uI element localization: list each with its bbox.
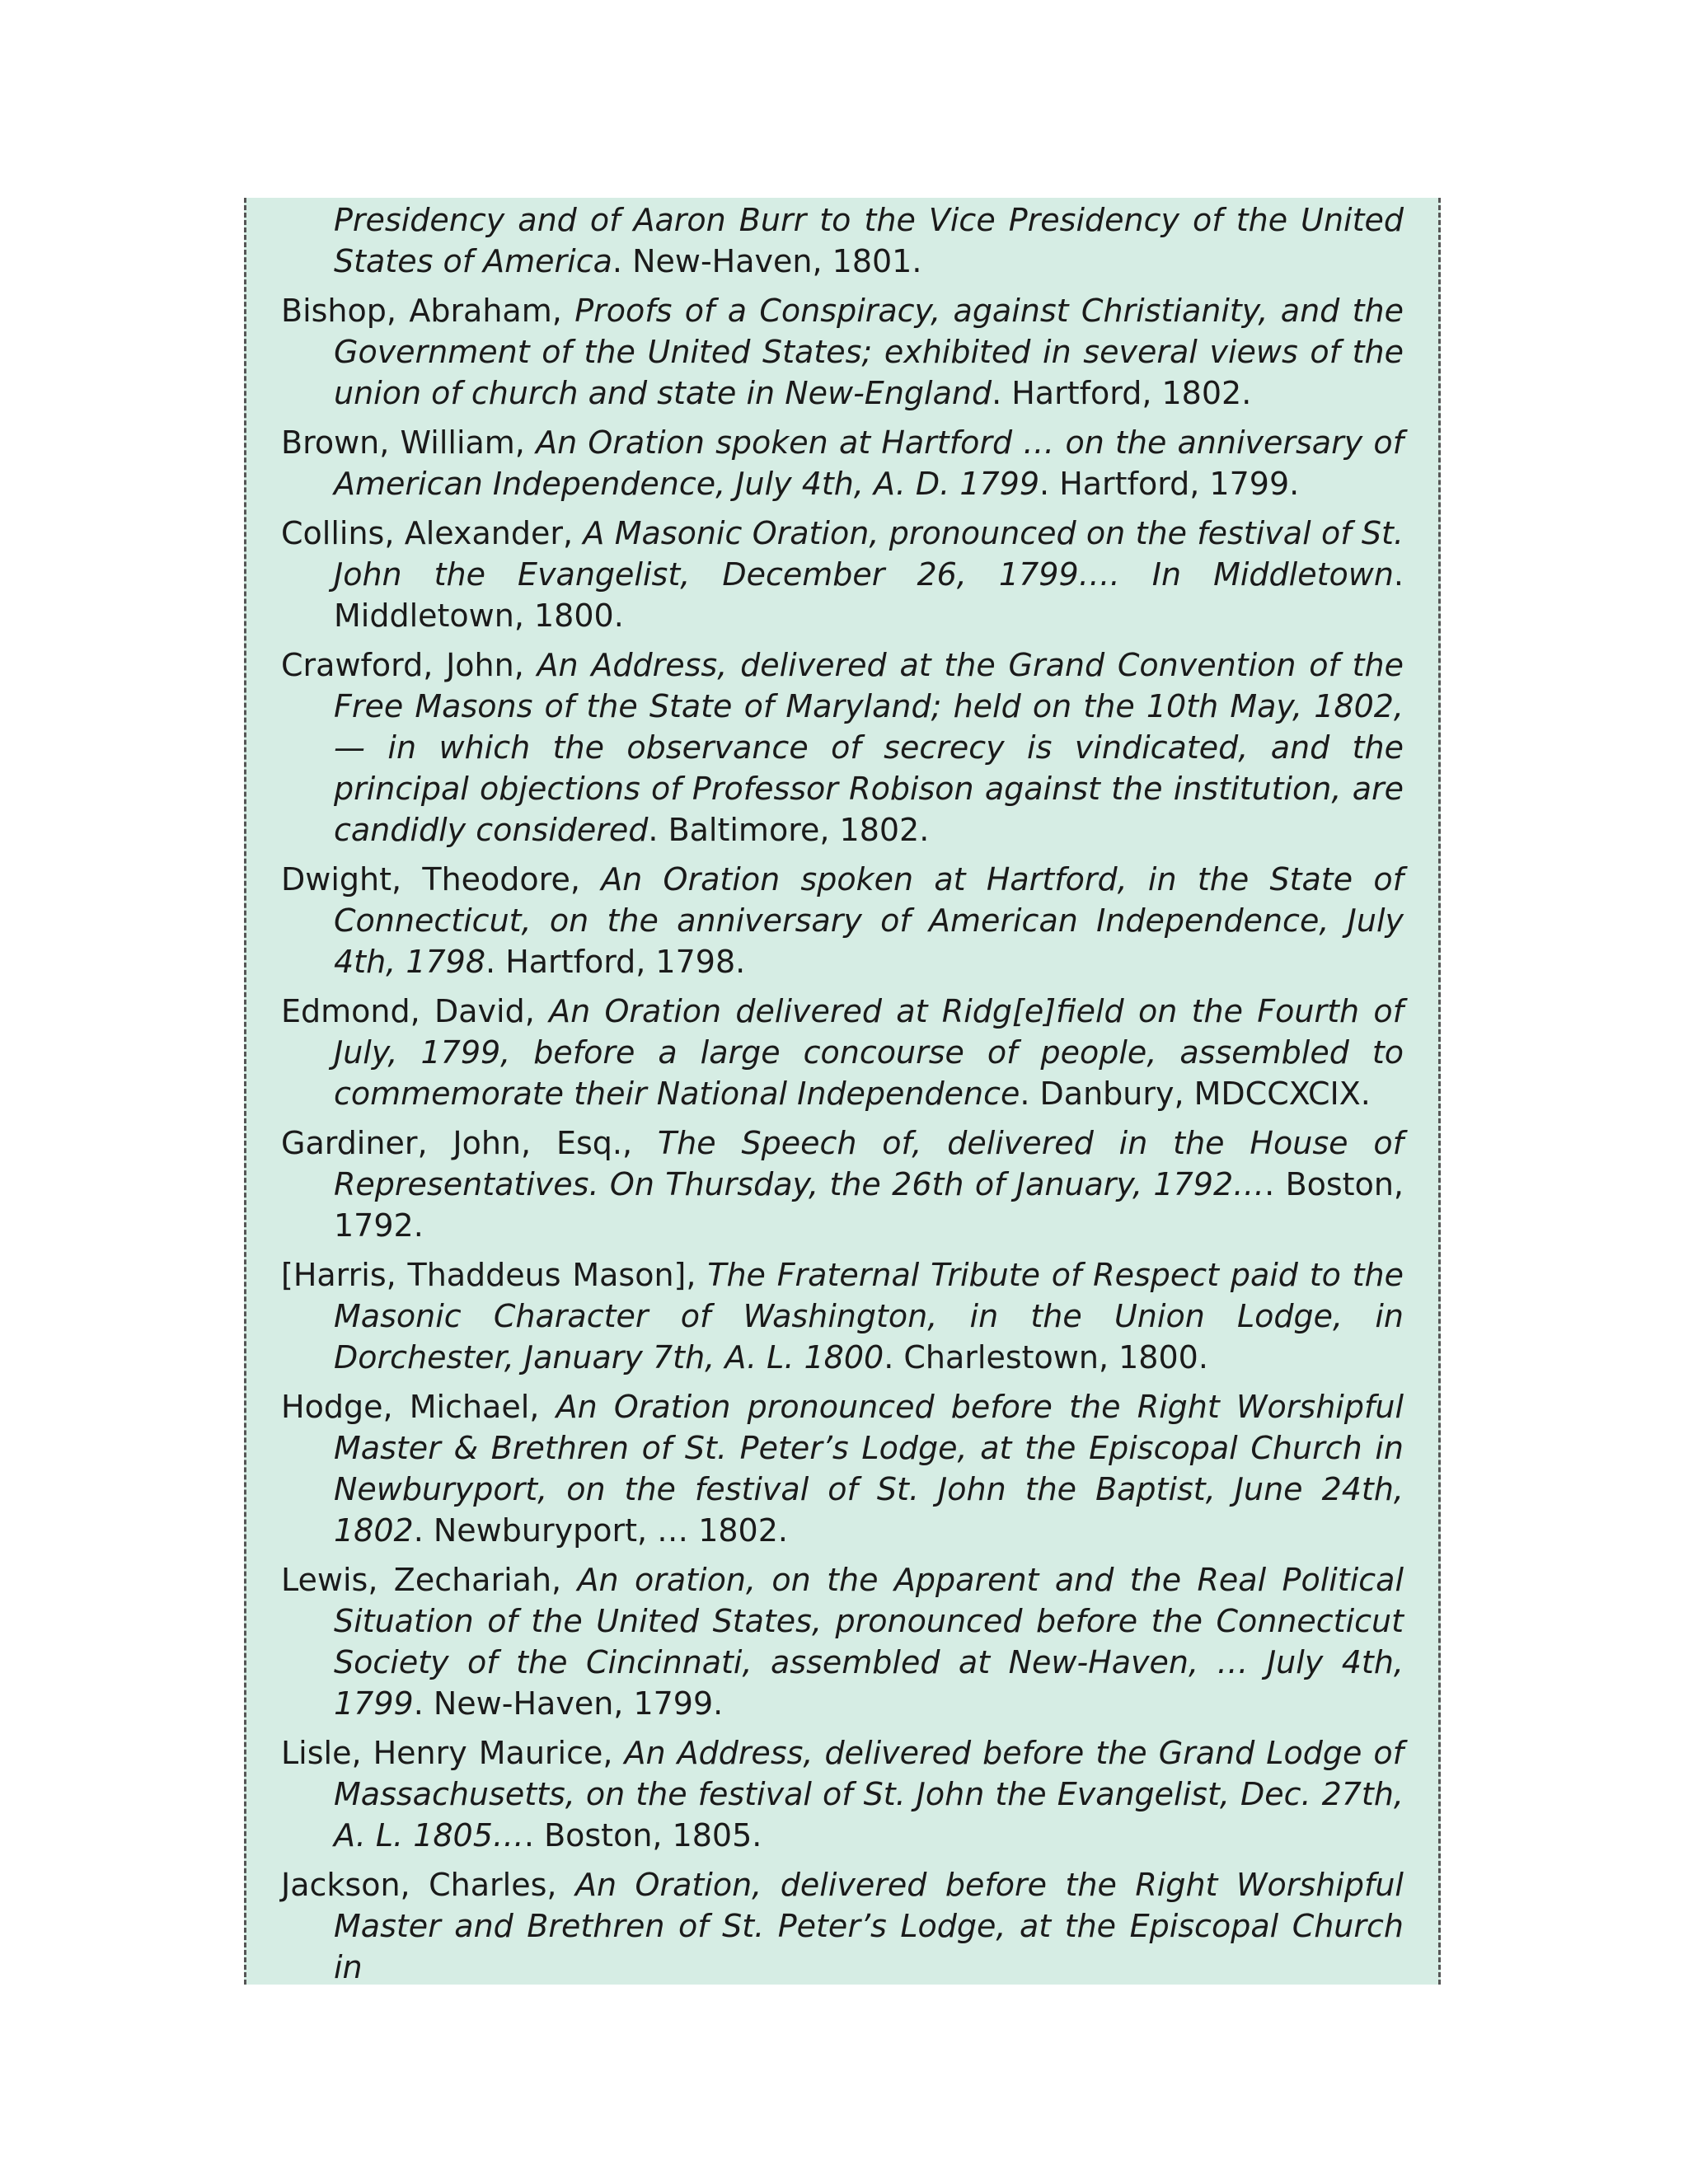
- entry-title: An Oration, delivered before the Right Worshipful Master and Brethren of St. Peter’s Lodge, at the Episcopal Church in: [334, 1867, 1404, 1985]
- entry-title: Proofs of a Conspiracy, against Christianity, and the Government of the United States; exhibited in several views of the union of church and state in New-England: [334, 293, 1404, 411]
- entry-title: An Oration pronounced before the Right Worshipful Master & Brethren of St. Peter’s Lodge, at the Episcopal Church in Newburyport, on the festival of St. John the Baptist, June 24th, 1802: [334, 1389, 1404, 1549]
- bibliography-panel: [244, 198, 1441, 1985]
- entry-author: Lisle, Henry Maurice,: [281, 1735, 625, 1771]
- entry-title: Presidency and of Aaron Burr to the Vice Presidency of the United States of America: [334, 202, 1404, 279]
- entry-author: Edmond, David,: [281, 993, 550, 1029]
- entry-author: Dwight, Theodore,: [281, 861, 602, 898]
- bibliography-entry: [281, 1386, 1404, 1551]
- entry-author: Lewis, Zechariah,: [281, 1562, 578, 1598]
- bibliography-entry: [281, 513, 1404, 636]
- entry-imprint: . Hartford, 1802.: [992, 375, 1252, 411]
- entry-title: An Oration spoken at Hartford … on the anniversary of American Independence, July 4th, A. D. 1799: [334, 424, 1404, 502]
- entry-imprint: . Boston, 1805.: [523, 1817, 762, 1854]
- bibliography-entry: [281, 859, 1404, 982]
- bibliography-entry: [281, 422, 1404, 504]
- entry-title: An Address, delivered before the Grand Lodge of Massachusetts, on the festival of St. John the Evangelist, Dec. 27th, A. L. 1805…: [334, 1735, 1404, 1854]
- entry-title: The Speech of, delivered in the House of Representatives. On Thursday, the 26th of January, 1792…: [334, 1125, 1404, 1202]
- bibliography-entry: [281, 290, 1404, 414]
- entry-imprint: . Hartford, 1799.: [1039, 466, 1300, 502]
- entry-title: The Fraternal Tribute of Respect paid to the Masonic Character of Washington, in the Union Lodge, in Dorchester, January 7th, A. L. 1800: [334, 1257, 1404, 1376]
- entry-title: A Masonic Oration, pronounced on the festival of St. John the Evangelist, December 26, 1799…. In Middletown: [334, 515, 1404, 593]
- bibliography-entry: [281, 199, 1404, 282]
- bibliography-entry: [281, 1864, 1404, 1988]
- bibliography-entry: [281, 1559, 1404, 1724]
- entry-imprint: . Charlestown, 1800.: [884, 1339, 1208, 1376]
- bibliography-entry: [281, 1732, 1404, 1856]
- entry-imprint: . Danbury, MDCCXCIX.: [1020, 1076, 1371, 1112]
- entry-imprint: . Middletown, 1800.: [334, 556, 1404, 634]
- entry-title: An oration, on the Apparent and the Real Political Situation of the United States, pronounced before the Connecticut Society of the Cincinnati, assembled at New-Haven, … July 4th, 1799: [334, 1562, 1404, 1722]
- entry-title: An Oration spoken at Hartford, in the State of Connecticut, on the anniversary of American Independence, July 4th, 1798: [334, 861, 1404, 980]
- entry-imprint: . Boston, 1792.: [334, 1166, 1404, 1244]
- entry-imprint: . Hartford, 1798.: [485, 944, 746, 980]
- entry-imprint: . Baltimore, 1802.: [648, 812, 930, 848]
- entry-author: Hodge, Michael,: [281, 1389, 556, 1425]
- entry-imprint: . New-Haven, 1799.: [413, 1685, 724, 1722]
- entry-title: An Oration delivered at Ridg[e]field on the Fourth of July, 1799, before a large concourse of people, assembled to commemorate their National Independence: [334, 993, 1404, 1112]
- entry-title: An Address, delivered at the Grand Convention of the Free Masons of the State of Maryland; held on the 10th May, 1802,— in which the observance of secrecy is vindicated, and the principal objections of Professor Robison against the institution, are candidly considered: [334, 647, 1404, 848]
- entry-author: Brown, William,: [281, 424, 537, 461]
- entry-author: Crawford, John,: [281, 647, 537, 683]
- bibliography-entry: [281, 1122, 1404, 1246]
- entry-author: [Harris, Thaddeus Mason],: [281, 1257, 708, 1293]
- entry-author: Collins, Alexander,: [281, 515, 584, 551]
- entry-author: Bishop, Abraham,: [281, 293, 575, 329]
- bibliography-list: [281, 199, 1404, 1996]
- bibliography-entry: [281, 644, 1404, 851]
- entry-imprint: . New-Haven, 1801.: [612, 243, 922, 279]
- entry-imprint: . Newburyport, … 1802.: [413, 1512, 788, 1549]
- entry-author: Gardiner, John, Esq.,: [281, 1125, 658, 1161]
- bibliography-entry: [281, 991, 1404, 1114]
- entry-author: Jackson, Charles,: [281, 1867, 575, 1903]
- bibliography-entry: [281, 1254, 1404, 1378]
